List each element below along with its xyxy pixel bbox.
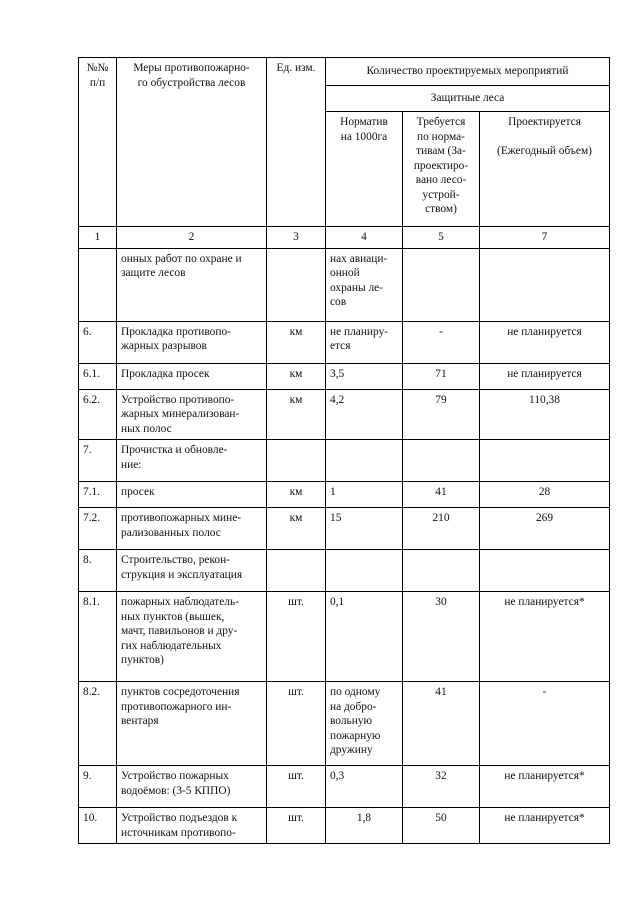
table-row: [79, 363, 610, 389]
norm-cell: не планиру- ется: [326, 321, 403, 363]
unit-cell: км: [267, 321, 326, 363]
norm-cell: 0,3: [326, 766, 403, 808]
required-cell: [403, 440, 480, 482]
column-number: 3: [267, 227, 326, 249]
norm-cell: [326, 440, 403, 482]
unit-cell: шт.: [267, 808, 326, 844]
measure-name: Прокладка просек: [117, 363, 267, 389]
unit-cell: шт.: [267, 592, 326, 682]
measure-name: пожарных наблюдатель- ных пунктов (вышек, мачт, павильонов и дру- гих наблюдательных пунктов): [117, 592, 267, 682]
table-row: [79, 248, 610, 321]
projected-cell: не планируется*: [480, 592, 610, 682]
row-number: 8.2.: [79, 682, 117, 766]
projected-cell: не планируется*: [480, 766, 610, 808]
row-number: 7.2.: [79, 508, 117, 550]
header-quantity: Количество проектируемых мероприятий: [326, 58, 610, 86]
required-cell: 210: [403, 508, 480, 550]
table-row: [79, 766, 610, 808]
unit-cell: [267, 440, 326, 482]
header-row-1: [79, 58, 610, 86]
column-number: 1: [79, 227, 117, 249]
row-number: 7.1.: [79, 482, 117, 508]
norm-cell: 3,5: [326, 363, 403, 389]
norm-cell: 4,2: [326, 389, 403, 440]
norm-cell: по одному на добро- вольную пожарную дружину: [326, 682, 403, 766]
measure-name: Строительство, рекон- струкция и эксплуатация: [117, 550, 267, 592]
table-row: [79, 389, 610, 440]
norm-cell: нах авиаци- онной охраны ле- сов: [326, 248, 403, 321]
header-num: №№ п/п: [79, 58, 117, 227]
table-row: [79, 808, 610, 844]
unit-cell: шт.: [267, 682, 326, 766]
projected-cell: не планируется*: [480, 808, 610, 844]
table-row: [79, 592, 610, 682]
projected-cell: 269: [480, 508, 610, 550]
required-cell: 79: [403, 389, 480, 440]
column-numbers-row: [79, 227, 610, 249]
table-row: [79, 440, 610, 482]
table-row: [79, 550, 610, 592]
norm-cell: 15: [326, 508, 403, 550]
header-projected: Проектируется (Ежегодный объем): [480, 112, 610, 227]
column-number: 2: [117, 227, 267, 249]
header-unit: Ед. изм.: [267, 58, 326, 227]
unit-cell: км: [267, 508, 326, 550]
projected-cell: [480, 550, 610, 592]
projected-cell: 110,38: [480, 389, 610, 440]
row-number: 7.: [79, 440, 117, 482]
header-required: Требуется по норма- тивам (За- проектиро- вано лесо- устрой- ством): [403, 112, 480, 227]
required-cell: [403, 550, 480, 592]
row-number: 6.2.: [79, 389, 117, 440]
measure-name: Устройство подъездов к источникам противопо-: [117, 808, 267, 844]
measure-name: Устройство пожарных водоёмов: (3-5 КППО): [117, 766, 267, 808]
table-row: [79, 321, 610, 363]
projected-cell: 28: [480, 482, 610, 508]
measure-name: Прочистка и обновле- ние:: [117, 440, 267, 482]
projected-cell: [480, 248, 610, 321]
required-cell: -: [403, 321, 480, 363]
norm-cell: 1,8: [326, 808, 403, 844]
required-cell: 41: [403, 482, 480, 508]
unit-cell: км: [267, 389, 326, 440]
required-cell: 30: [403, 592, 480, 682]
measure-name: онных работ по охране и защите лесов: [117, 248, 267, 321]
row-number: 8.1.: [79, 592, 117, 682]
column-number: 5: [403, 227, 480, 249]
row-number: [79, 248, 117, 321]
table-row: [79, 482, 610, 508]
required-cell: 41: [403, 682, 480, 766]
unit-cell: [267, 550, 326, 592]
norm-cell: 1: [326, 482, 403, 508]
header-forests: Защитные леса: [326, 86, 610, 112]
unit-cell: шт.: [267, 766, 326, 808]
table-row: [79, 682, 610, 766]
row-number: 8.: [79, 550, 117, 592]
column-number: 4: [326, 227, 403, 249]
column-number: 7: [480, 227, 610, 249]
row-number: 9.: [79, 766, 117, 808]
projected-cell: -: [480, 682, 610, 766]
required-cell: 32: [403, 766, 480, 808]
projected-cell: [480, 440, 610, 482]
measure-name: противопожарных мине- рализованных полос: [117, 508, 267, 550]
unit-cell: км: [267, 363, 326, 389]
measure-name: Устройство противопо- жарных минерализован- ных полос: [117, 389, 267, 440]
row-number: 6.: [79, 321, 117, 363]
fire-safety-table: [78, 57, 610, 844]
norm-cell: [326, 550, 403, 592]
required-cell: 50: [403, 808, 480, 844]
unit-cell: км: [267, 482, 326, 508]
table-row: [79, 508, 610, 550]
norm-cell: 0,1: [326, 592, 403, 682]
row-number: 6.1.: [79, 363, 117, 389]
measure-name: Прокладка противопо- жарных разрывов: [117, 321, 267, 363]
projected-cell: не планируется: [480, 363, 610, 389]
required-cell: [403, 248, 480, 321]
header-measures: Меры противопожарно- го обустройства лесов: [117, 58, 267, 227]
measure-name: пунктов сосредоточения противопожарного ин- вентаря: [117, 682, 267, 766]
unit-cell: [267, 248, 326, 321]
projected-cell: не планируется: [480, 321, 610, 363]
required-cell: 71: [403, 363, 480, 389]
row-number: 10.: [79, 808, 117, 844]
measure-name: просек: [117, 482, 267, 508]
header-norm: Норматив на 1000га: [326, 112, 403, 227]
